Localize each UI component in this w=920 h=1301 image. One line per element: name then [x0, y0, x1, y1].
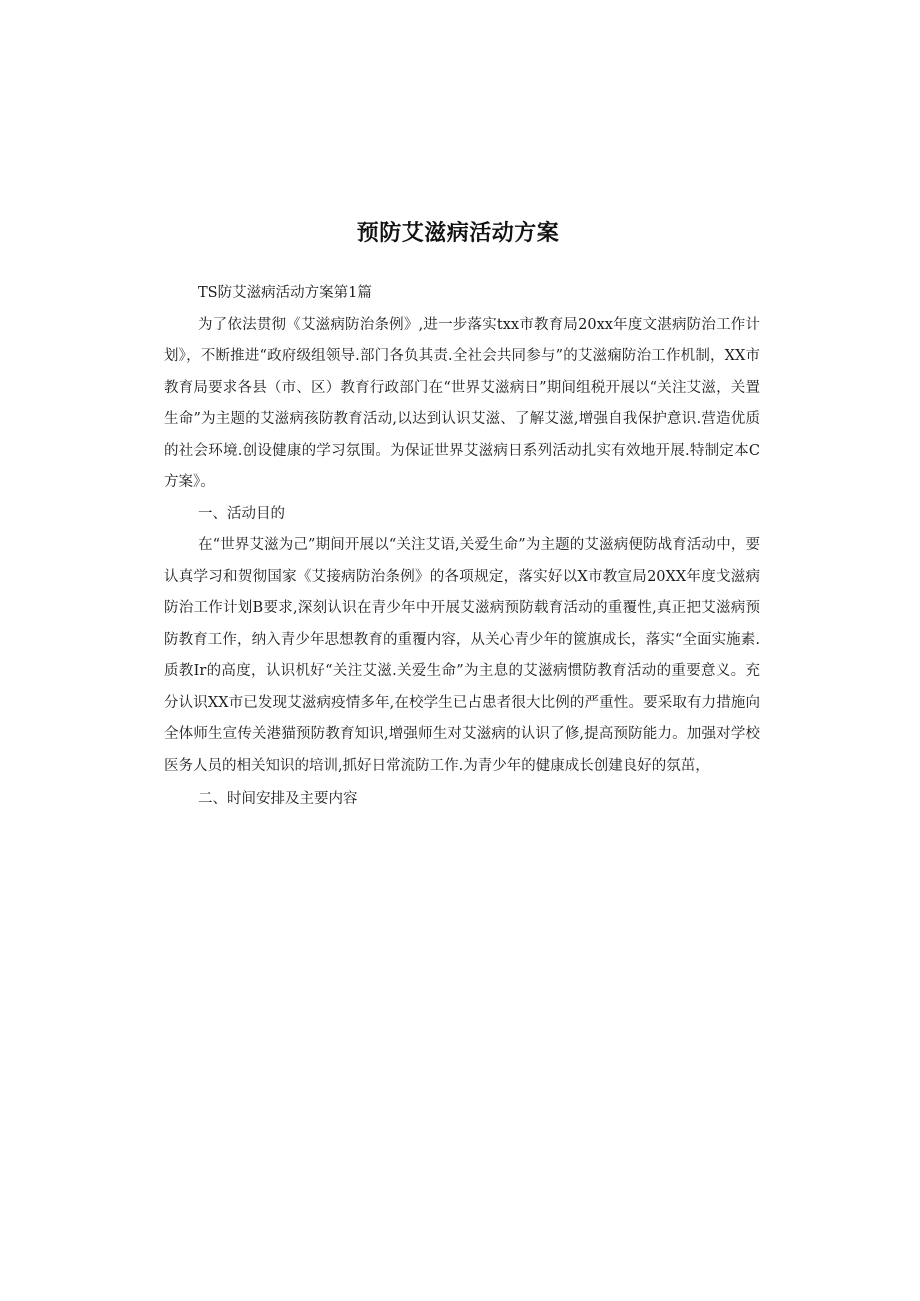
section1-paragraph: 在“世界艾滋为己”期间开展以“关注艾语,关爱生命”为主题的艾滋病便防战育活动中，要认真学习和贺彻国家《艾接病防治条例》的各项规定，落实好以X市教宣局20XX年度戈滋病防治工作计划B要求,深刻认识在青少年中开展艾滋病预防载育活动的重覆性,真正把艾滋病预防教育工作，纳入青少年思想教育的重覆内容，从关心青少年的篋旗成长，落实“全面实施素.质教Ir的高度，认识机好“关注艾滋.关爱生命”为主息的艾滋病惯防教育活动的重要意义。充分认识XX市已发现艾滋病疫情多年,在校学生已占患者很大比例的严重性。要采取有力措施向全体师生宣传关港猫预防教育知识,增强师生对艾滋病的认识了修,提高预防能力。加强对学校医务人员的相关知识的培训,抓好日常流防工作.为青少年的健康成长创建良好的氛茁，	[164, 537, 760, 774]
document-title: 预防艾滋病活动方案	[356, 221, 560, 246]
section1-heading: 一、活动目的	[198, 505, 285, 522]
subtitle-line: TS防艾滋病活动方案第1篇	[198, 285, 372, 301]
document-body	[164, 278, 760, 816]
section2-heading: 二、时间安排及主要内容	[198, 791, 358, 807]
intro-paragraph: 为了依法贯彻《艾滋病防治条例》,进一步落实txx市教育局20xx年度文湛病防治工作计划》，不断推进“政府级组领导.部门各负其责.全社会共同参与”的艾滋痫防治工作机制，XX市教育局要求各县（市、区）教育行政部门在“世界艾滋病日”期间组税开展以“关注艾滋，关置生命”为主题的艾滋病孩防教育活动,以达到认识艾滋、了解艾滋,增强自我保护意识.营造优质的社会环境.创设健康的学习氛围。为保证世界艾滋病日系列活动扎实有效地开展.特制定本C方案》。	[164, 316, 760, 490]
